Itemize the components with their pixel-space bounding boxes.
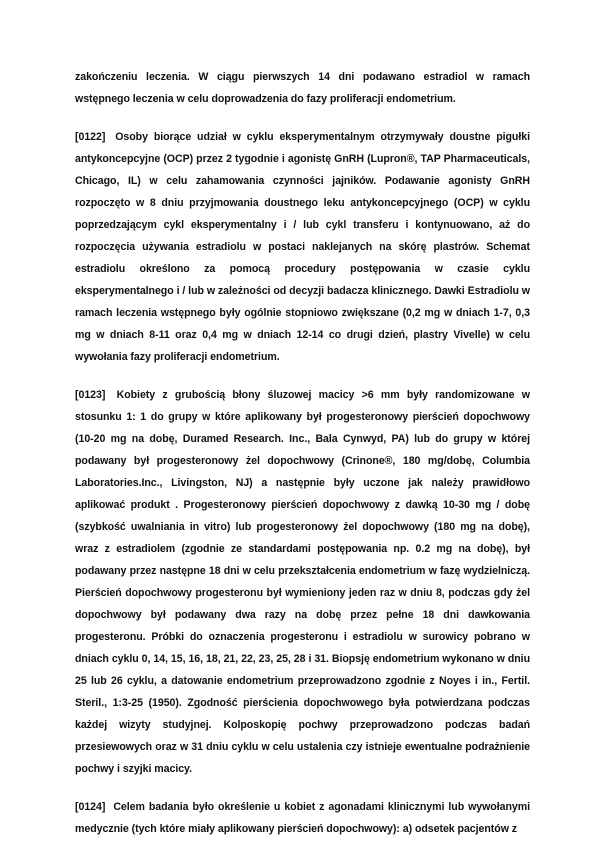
paragraph-text: zakończeniu leczenia. W ciągu pierwszych 14 dni podawano estradiol w ramach wstępnego leczenia w celu doprowadzenia do fazy proliferacji endometrium. [75,71,530,105]
paragraph-number: [0124] [75,801,106,813]
paragraph-number: [0122] [75,131,106,143]
paragraph-0124 [75,796,530,840]
paragraph-number: [0123] [75,389,106,401]
paragraph-0123 [75,384,530,780]
paragraph-text: Celem badania było określenie u kobiet z agonadami klinicznymi lub wywołanymi medycznie (tych które miały aplikowany pierścień dopochwowy): a) odsetek pacjentów z [75,801,530,835]
paragraph-continuation [75,66,530,110]
paragraph-text: Osoby biorące udział w cyklu eksperymentalnym otrzymywały doustne pigułki antykoncepcyjne (OCP) przez 2 tygodnie i agonistę GnRH (Lupron®, TAP Pharmaceuticals, Chicago, IL) w celu zahamowania czynności jajników. Podawanie agonisty GnRH rozpoczęto w 8 dniu przyjmowania doustnego leku antykoncepcyjnego (OCP) w cyklu poprzedzającym cykl eksperymentalny i / lub cykl transferu i kontynuowano, aż do rozpoczęcia używania estradiolu w postaci naklejanych na skórę plastrów. Schemat estradiolu określono za pomocą procedury postępowania w czasie cyklu eksperymentalnego i / lub w zależności od decyzji badacza klinicznego. Dawki Estradiolu w ramach leczenia wstępnego były ogólnie stopniowo zwiększane (0,2 mg w dniach 1-7, 0,3 mg w dniach 8-11 oraz 0,4 mg w dniach 12-14 co drugi dzień, plastry Vivelle) w celu wywołania fazy proliferacji endometrium. [75,131,530,363]
paragraph-0122 [75,126,530,368]
paragraph-text: Kobiety z grubością błony śluzowej macicy >6 mm były randomizowane w stosunku 1: 1 do grupy w które aplikowany był progesteronowy pierścień dopochwowy (10-20 mg na dobę, Duramed Research. Inc., Bala Cynwyd, PA) lub do grupy w której podawany był progesteronowy żel dopochwowy (Crinone®, 180 mg/dobę, Columbia Laboratories.Inc., Livingston, NJ) a następnie były uczone jak należy prawidłowo aplikować produkt . Progesteronowy pierścień dopochwowy z dawką 10-30 mg / dobę (szybkość uwalniania in vitro) lub progesteronowy żel dopochwowy (180 mg na dobę), wraz z estradiolem (zgodnie ze standardami postępowania np. 0.2 mg na dobę), był podawany przez następne 18 dni w celu przekształcenia endometrium w fazę wydzielniczą. Pierścień dopochwowy progesteronu był wymieniony jeden raz w dniu 8, podczas gdy żel dopochwowy był podawany dwa razy na dobę przez pełne 18 dni dawkowania progesteronu. Próbki do oznaczenia progesteronu i estradiolu w surowicy pobrano w dniach cyklu 0, 14, 15, 16, 18, 21, 22, 23, 25, 28 i 31. Biopsję endometrium wykonano w dniu 25 lub 26 cyklu, a datowanie endometrium przeprowadzono zgodnie z Noyes i in., Fertil. Steril., 1:3-25 (1950). Zgodność pierścienia dopochwowego była potwierdzana podczas każdej wizyty studyjnej. Kolposkopię pochwy przeprowadzono podczas badań przesiewowych oraz w 31 dniu cyklu w celu ustalenia czy istnieje ewentualne podrażnienie pochwy i szyjki macicy. [75,389,530,775]
document-body [75,66,530,856]
